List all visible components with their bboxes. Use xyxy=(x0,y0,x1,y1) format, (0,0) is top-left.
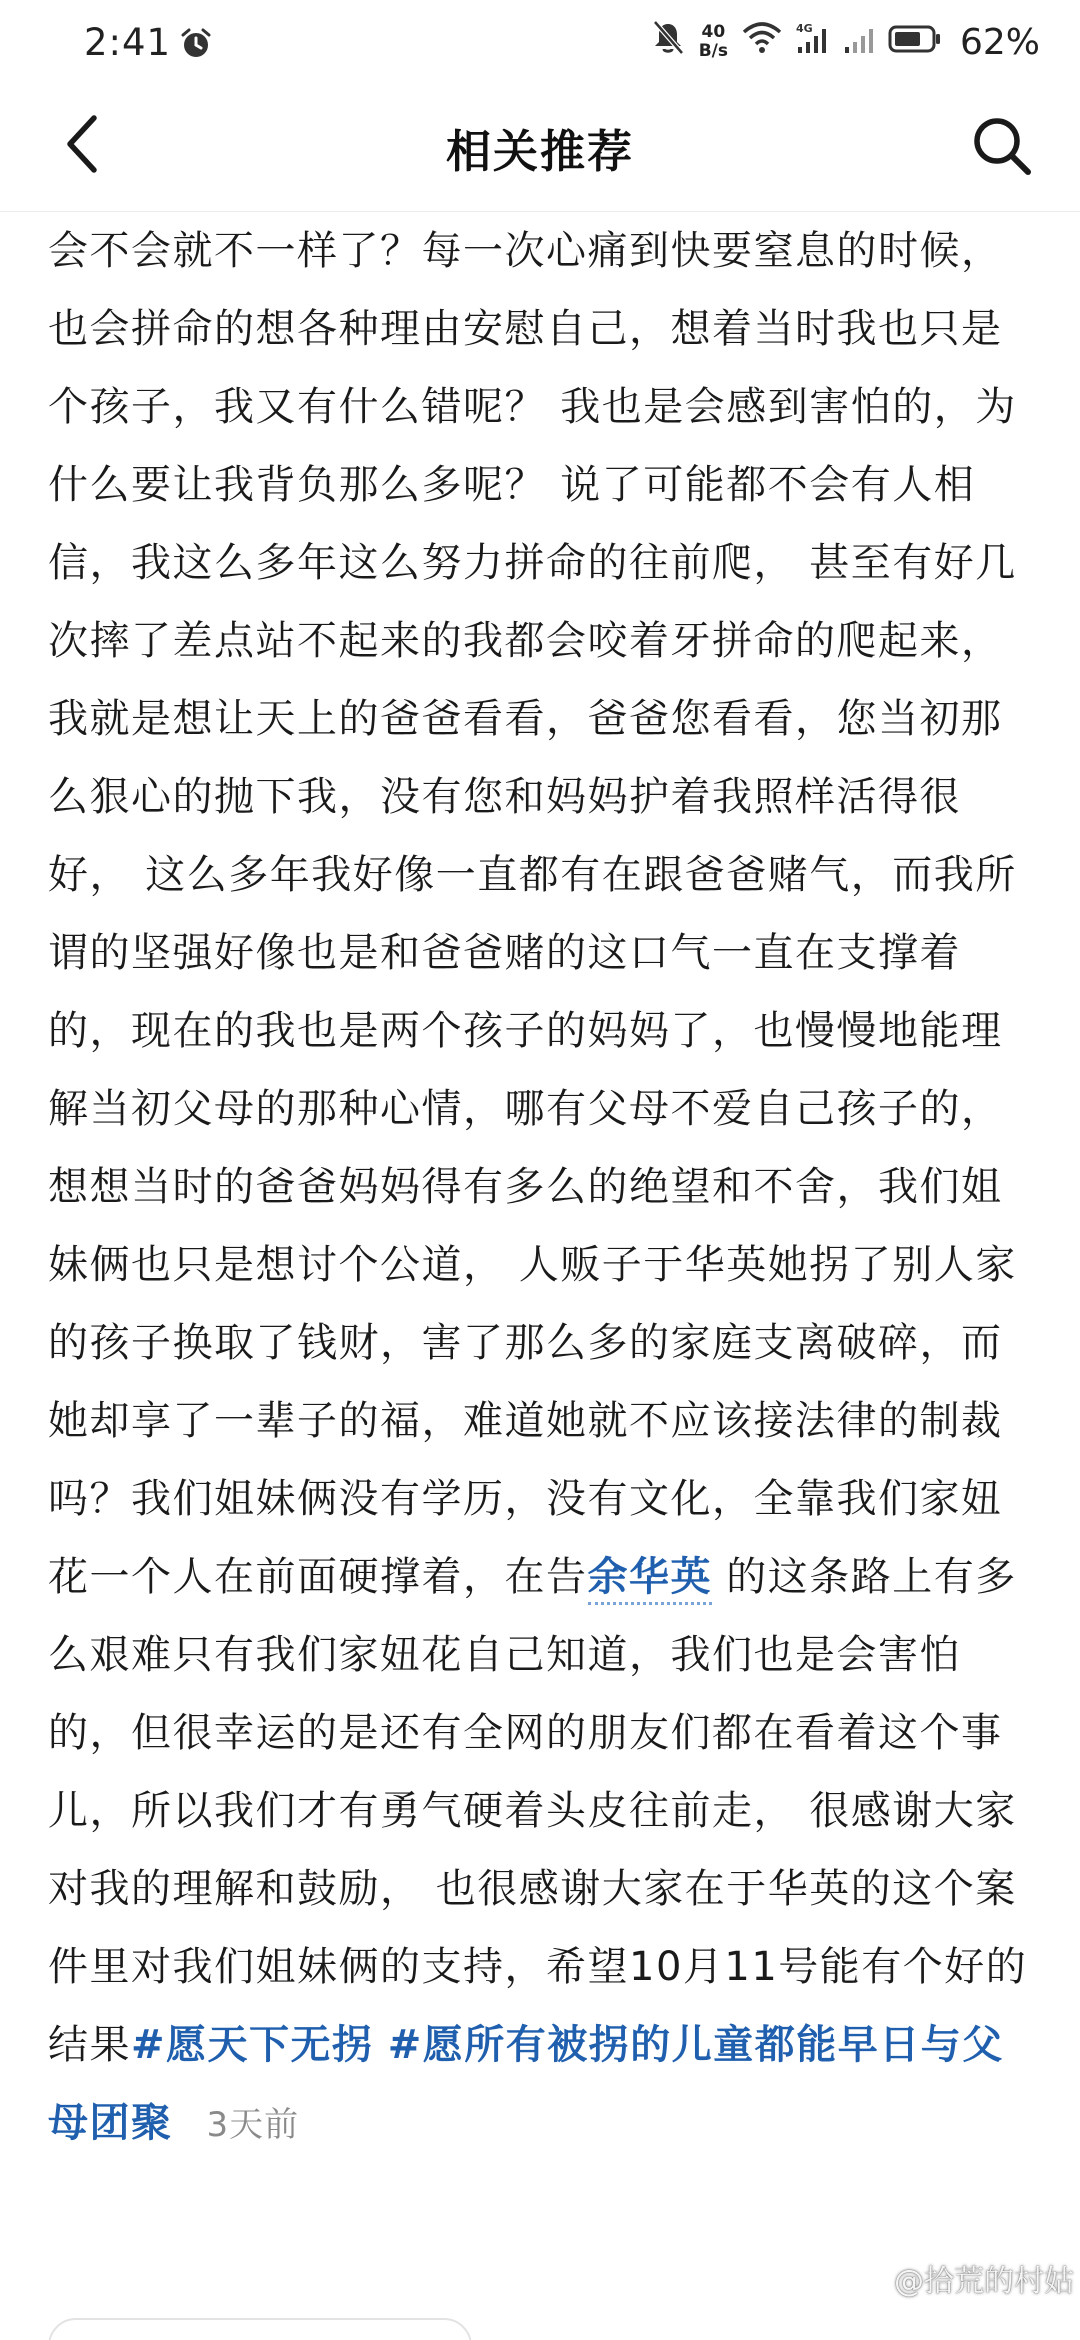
status-time: 2:41 xyxy=(84,20,172,64)
mention-link[interactable]: 余华英 xyxy=(588,1554,713,1605)
search-button[interactable] xyxy=(968,112,1036,180)
battery-icon xyxy=(888,22,942,63)
status-bar xyxy=(0,0,1080,84)
search-icon xyxy=(970,114,1034,178)
hashtag-link[interactable]: #愿所有被拐的儿童都能早日与父母团聚 xyxy=(48,2022,1004,2146)
post-text-part-2: 的这条路上有多么艰难只有我们家妞花自己知道，我们也是会害怕的，但很幸运的是还有全网的朋友们都在看着这个事儿，所以我们才有勇气硬着头皮往前走， 很感谢大家对我的理解和鼓励， 也很感谢大家在于华英的这个案件里对我们姐妹俩的支持，希望10月11号能有个好的结果 xyxy=(48,1554,1028,2068)
bottom-card[interactable] xyxy=(48,2318,472,2340)
nav-bar xyxy=(0,84,1080,212)
chevron-left-icon xyxy=(62,114,102,174)
post-timestamp: 3天前 xyxy=(206,2105,300,2145)
watermark-text: @拾荒的村姑 xyxy=(894,2264,1074,2299)
status-icons xyxy=(651,20,1040,65)
weibo-logo-icon xyxy=(854,2263,890,2293)
battery-percentage: 62% xyxy=(959,21,1040,63)
mute-icon xyxy=(651,20,685,65)
page-title: 相关推荐 xyxy=(445,125,634,178)
net-speed xyxy=(699,23,728,61)
alarm-icon xyxy=(179,27,213,61)
post-text-part-1: 会不会就不一样了？每一次心痛到快要窒息的时候，也会拼命的想各种理由安慰自己，想着当时我也只是个孩子，我又有什么错呢？ 我也是会感到害怕的，为什么要让我背负那么多呢？ 说了可能都不会有人相信，我这么多年这么努力拼命的往前爬， 甚至有好几次摔了差点站不起来的我都会咬着牙拼命的爬起来，我就是想让天上的爸爸看看，爸爸您看看，您当初那么狠心的抛下我，没有您和妈妈护着我照样活得很好， 这么多年我好像一直都有在跟爸爸赌气，而我所谓的坚强好像也是和爸爸赌的这口气一直在支撑着的，现在的我也是两个孩子的妈妈了，也慢慢地能理解当初父母的那种心情，哪有父母不爱自己孩子的，想想当时的爸爸妈妈得有多么的绝望和不舍，我们姐妹俩也只是想讨个公道， 人贩子于华英她拐了别人家的孩子换取了钱财，害了那么多的家庭支离破碎，而她却享了一辈子的福，难道她就不应该接法律的制裁吗？我们姐妹俩没有学历，没有文化，全靠我们家妞花一个人在前面硬撑着，在告 xyxy=(48,228,1017,1600)
hashtag-link[interactable]: #愿天下无拐 xyxy=(131,2022,374,2068)
post-text xyxy=(48,212,1038,2164)
back-button[interactable] xyxy=(52,114,112,174)
watermark xyxy=(854,2256,1074,2300)
svg-text:4G: 4G xyxy=(795,21,813,35)
net-speed-value: 40 xyxy=(701,22,726,42)
signal-4g-icon xyxy=(796,21,830,64)
wifi-icon xyxy=(742,22,782,63)
net-speed-unit: B/s xyxy=(698,41,728,61)
signal-icon xyxy=(844,21,874,64)
post-content xyxy=(48,212,1038,2164)
